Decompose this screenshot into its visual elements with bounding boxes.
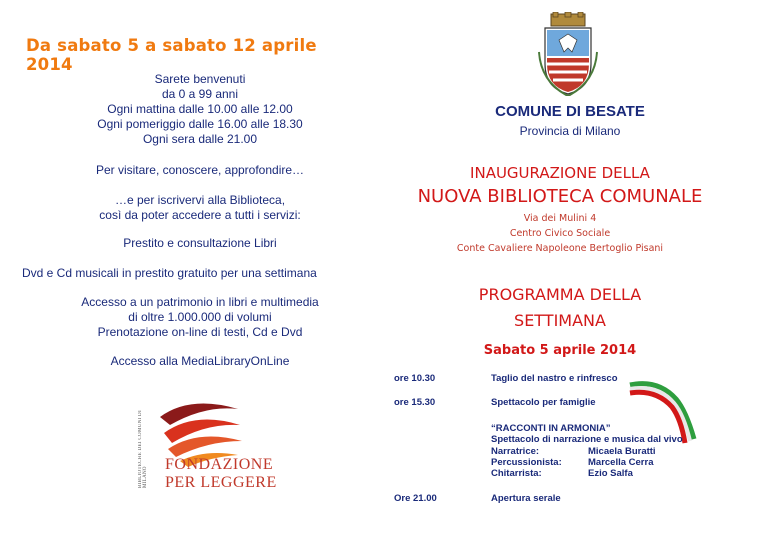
medialibrary-text: Accesso alla MediaLibraryOnLine xyxy=(110,354,290,368)
provincia-name: Provincia di Milano xyxy=(519,124,621,138)
logo-text-fondazione: FONDAZIONE xyxy=(165,456,274,473)
intro-line: Sarete benvenuti xyxy=(154,72,246,86)
enroll-line: così da poter accedere a tutti i servizi: xyxy=(99,208,301,222)
schedule-event: Spettacolo per famiglie xyxy=(491,397,596,408)
role-label: Percussionista: xyxy=(491,457,562,468)
visit-text: Per visitare, conoscere, approfondire… xyxy=(95,163,305,177)
inauguration-heading: INAUGURAZIONE DELLA xyxy=(470,164,650,182)
dvd-text: Dvd e Cd musicali in prestito gratuito per una settimana xyxy=(22,266,317,280)
intro-line: Ogni sera dalle 21.00 xyxy=(142,132,258,146)
opening-hours xyxy=(80,72,320,147)
access-line: Prenotazione on-line di testi, Cd e Dvd xyxy=(97,325,303,339)
performer-name: Ezio Salfa xyxy=(588,468,633,479)
comune-name: COMUNE DI BESATE xyxy=(495,103,645,120)
access-text xyxy=(60,295,340,340)
intro-line: Ogni mattina dalle 10.00 alle 12.00 xyxy=(107,102,293,116)
schedule-event: Taglio del nastro e rinfresco xyxy=(491,373,618,384)
logo-side-text: BIBLIOTECHE DEI COMUNI DI MILANO xyxy=(138,410,148,488)
schedule-time: Ore 21.00 xyxy=(394,493,437,504)
schedule-time: ore 15.30 xyxy=(394,397,436,408)
show-description: Spettacolo di narrazione e musica dal vivo xyxy=(491,434,683,445)
role-label: Chitarrista: xyxy=(491,468,542,479)
programme-heading: PROGRAMMA DELLA xyxy=(478,285,642,304)
schedule-event: Apertura serale xyxy=(491,493,561,504)
access-line: di oltre 1.000.000 di volumi xyxy=(128,310,272,324)
address-line: Via dei Mulini 4 xyxy=(523,213,597,224)
intro-line: da 0 a 99 anni xyxy=(161,87,239,101)
logo-text-per-leggere: PER LEGGERE xyxy=(165,474,277,491)
loan-text: Prestito e consultazione Libri xyxy=(123,236,277,250)
address-line: Conte Cavaliere Napoleone Bertoglio Pisani xyxy=(456,243,664,254)
library-heading: NUOVA BIBLIOTECA COMUNALE xyxy=(417,186,703,207)
enroll-line: …e per iscrivervi alla Biblioteca, xyxy=(114,193,286,207)
day-heading: Sabato 5 aprile 2014 xyxy=(483,343,637,358)
municipal-crest-icon xyxy=(537,12,599,96)
performer-name: Marcella Cerra xyxy=(588,457,654,468)
enroll-text xyxy=(60,193,340,223)
access-line: Accesso a un patrimonio in libri e multimedia xyxy=(81,295,319,309)
schedule-time: ore 10.30 xyxy=(394,373,436,384)
programme-heading: SETTIMANA xyxy=(514,311,606,330)
page-title: Da sabato 5 a sabato 12 aprile 2014 xyxy=(26,36,317,74)
performer-name: Micaela Buratti xyxy=(588,446,656,457)
show-title: “RACCONTI IN ARMONIA” xyxy=(491,423,611,434)
role-label: Narratrice: xyxy=(491,446,540,457)
intro-line: Ogni pomeriggio dalle 16.00 alle 18.30 xyxy=(97,117,303,131)
address-line: Centro Civico Sociale xyxy=(509,228,611,239)
